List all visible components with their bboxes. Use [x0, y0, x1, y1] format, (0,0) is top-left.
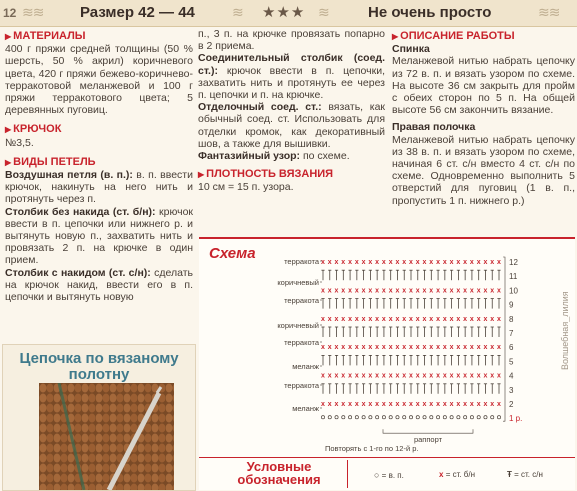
single-crochet-stitch: x [442, 315, 447, 323]
single-crochet-stitch: x [341, 315, 346, 323]
single-crochet-stitch: x [483, 401, 488, 408]
single-crochet-stitch: x [456, 259, 461, 266]
single-crochet-stitch: x [375, 259, 380, 266]
single-crochet-stitch: x [442, 259, 447, 266]
single-crochet-stitch: x [354, 287, 359, 295]
chain-stitch [470, 416, 473, 419]
single-crochet-stitch: x [327, 372, 332, 380]
chain-stitch [477, 416, 480, 419]
repeat-bracket [503, 257, 505, 421]
row-number: 11 [509, 272, 518, 282]
single-crochet-stitch: x [375, 372, 380, 380]
single-crochet-stitch: x [395, 344, 400, 352]
single-crochet-stitch: x [483, 315, 488, 323]
single-crochet-stitch: x [476, 315, 481, 323]
chain-stitch [423, 416, 426, 419]
legend-divider [347, 460, 348, 488]
back-text: Меланжевой нитью набрать цепочку из 72 в. п. и вязать узором по схеме. На высоте 36 см закрыть для пройм с обеих сторон по 5 п. На общей высоте 56 см закончить вязание. [392, 55, 575, 117]
chain-stitch [376, 416, 379, 419]
single-crochet-stitch: x [490, 344, 495, 352]
row-color-label: коричневый [277, 278, 319, 287]
single-crochet-stitch: x [348, 315, 352, 323]
single-crochet-stitch: x [436, 315, 440, 323]
single-crochet-stitch: x [375, 287, 380, 295]
single-crochet-stitch: x [381, 259, 386, 266]
single-crochet-stitch: x [463, 259, 468, 266]
left-column [5, 28, 193, 303]
photo-title: Цепочка по вязаному полотну [19, 350, 179, 383]
single-crochet-stitch: x [381, 344, 386, 352]
single-crochet-stitch: x [469, 287, 474, 295]
single-crochet-stitch: x [497, 401, 501, 408]
single-crochet-stitch: x [483, 372, 488, 380]
density-text: 10 см = 15 п. узора. [198, 181, 294, 194]
single-crochet-stitch: x [476, 401, 481, 408]
single-crochet-stitch: x [368, 401, 373, 408]
single-crochet-stitch: x [409, 259, 413, 266]
single-crochet-stitch: x [361, 259, 366, 266]
single-crochet-stitch: x [368, 259, 373, 266]
single-crochet-stitch: x [348, 344, 352, 352]
row-number: 3 [509, 385, 514, 395]
chain-stitch [369, 416, 372, 419]
zigzag-decoration: ≋ [318, 4, 329, 20]
row-color-label: меланж [292, 362, 319, 371]
single-crochet-stitch: x [436, 344, 440, 352]
single-crochet-stitch: x [348, 401, 352, 408]
single-crochet-stitch: x [456, 315, 461, 323]
single-crochet-stitch: x [469, 372, 474, 380]
stitch-chain: Воздушная петля (в. п.): в. п. ввести крючок, накинуть на него нить и протянуть через п. [5, 169, 193, 206]
single-crochet-stitch: x [429, 259, 434, 266]
single-crochet-stitch: x [456, 401, 461, 408]
photo-box [2, 344, 196, 491]
chain-stitch [396, 416, 399, 419]
stitch-fancy: Фантазийный узор: по схеме. [198, 150, 350, 163]
single-crochet-stitch: x [321, 372, 325, 380]
single-crochet-stitch: x [442, 401, 447, 408]
middle-column [198, 28, 385, 194]
single-crochet-stitch: x [334, 344, 339, 352]
single-crochet-stitch: x [402, 259, 407, 266]
front-text: Меланжевой нитью набрать цепочку из 38 в. п. и вязать узором по схеме, начиная 6 ст. с/н вместо 4 ст. с/н по схеме. Одновременно выполнить 5 отверстий для пуговиц (1 в. п., пропустить 1 п. нижнего р.) [392, 133, 575, 207]
single-crochet-stitch: x [361, 287, 366, 295]
single-crochet-stitch: x [483, 344, 488, 352]
row-number: 8 [509, 314, 514, 324]
materials-text: 400 г пряжи средней толщины (50 % шерсть, 50 % акрил) коричневого цвета, 420 г пряжи бежево-коричнево-терракотовой меланжевой и 100 г пряжи терракотового цвета; 5 деревянных пуговиц. [5, 43, 193, 117]
chain-stitch [403, 416, 406, 419]
single-crochet-stitch: x [497, 344, 501, 352]
single-crochet-stitch: x [422, 315, 427, 323]
cross-symbol-icon: x [439, 470, 444, 479]
zigzag-decoration: ≋≋ [22, 4, 44, 20]
single-crochet-stitch: x [334, 401, 339, 408]
row-number: 4 [509, 371, 514, 381]
crochet-chart [199, 237, 575, 457]
chain-stitch [328, 416, 331, 419]
single-crochet-stitch: x [327, 401, 332, 408]
row-number: 1 р. [509, 414, 523, 424]
rapport-label: раппорт [413, 435, 443, 445]
page-header [0, 0, 577, 27]
chain-stitch [450, 416, 453, 419]
row-color-label: терракота [284, 338, 319, 347]
chain-stitch [382, 416, 385, 419]
row-number: 5 [509, 357, 514, 367]
single-crochet-stitch: x [388, 344, 393, 352]
front-title: Правая полочка [392, 121, 476, 134]
back-title: Спинка [392, 43, 430, 56]
single-crochet-stitch: x [449, 315, 454, 323]
single-crochet-stitch: x [375, 401, 380, 408]
single-crochet-stitch: x [469, 401, 474, 408]
t-symbol-icon: Ŧ [507, 470, 512, 479]
single-crochet-stitch: x [483, 259, 488, 266]
single-crochet-stitch: x [321, 315, 325, 323]
knit-texture-image [39, 383, 174, 490]
single-crochet-stitch: x [490, 287, 495, 295]
single-crochet-stitch: x [381, 401, 386, 408]
single-crochet-stitch: x [361, 401, 366, 408]
single-crochet-stitch: x [497, 315, 501, 323]
single-crochet-stitch: x [490, 401, 495, 408]
hook-heading: ▶ КРЮЧОК [5, 123, 62, 136]
single-crochet-stitch: x [429, 344, 434, 352]
single-crochet-stitch: x [321, 344, 325, 352]
zigzag-decoration: ≋≋ [538, 4, 560, 20]
single-crochet-stitch: x [429, 372, 434, 380]
single-crochet-stitch: x [409, 315, 413, 323]
chain-stitch [409, 416, 412, 419]
single-crochet-stitch: x [388, 315, 393, 323]
row-color-label: коричневый [277, 321, 319, 330]
density-heading: ▶ ПЛОТНОСТЬ ВЯЗАНИЯ [198, 168, 334, 181]
single-crochet-stitch: x [456, 372, 461, 380]
single-crochet-stitch: x [381, 372, 386, 380]
single-crochet-stitch: x [402, 372, 407, 380]
single-crochet-stitch: x [497, 372, 501, 380]
single-crochet-stitch: x [361, 344, 366, 352]
knitting-photo [39, 383, 174, 490]
single-crochet-stitch: x [334, 315, 339, 323]
stitch-double-crochet: Столбик с накидом (ст. с/н): сделать на крючок накид, ввести его в п. цепочки и вытянуть новую [5, 266, 193, 304]
single-crochet-stitch: x [456, 287, 461, 295]
single-crochet-stitch: x [422, 259, 427, 266]
single-crochet-stitch: x [361, 372, 366, 380]
chain-stitch [484, 416, 487, 419]
chain-stitch [491, 416, 494, 419]
single-crochet-stitch: x [415, 287, 420, 295]
chain-stitch [335, 416, 338, 419]
single-crochet-stitch: x [388, 259, 393, 266]
single-crochet-stitch: x [469, 315, 474, 323]
single-crochet-stitch: x [375, 315, 380, 323]
single-crochet-stitch: x [402, 287, 407, 295]
single-crochet-stitch: x [476, 287, 481, 295]
single-crochet-stitch: x [409, 401, 413, 408]
single-crochet-stitch: x [395, 259, 400, 266]
chain-stitch [457, 416, 460, 419]
stitch-slip: Соединительный столбик (соед. ст.): крючок ввести в п. цепочки, захватить нить и протянуть ее через п. цепочки и п. на крючке. [198, 52, 386, 102]
row-color-label: меланж [292, 404, 319, 413]
single-crochet-stitch: x [368, 344, 373, 352]
row-number: 10 [509, 286, 518, 296]
row-number: 7 [509, 329, 514, 338]
single-crochet-stitch: x [415, 315, 420, 323]
legend-title: Условные обозначения [237, 459, 321, 487]
single-crochet-stitch: x [463, 344, 468, 352]
chain-stitch [443, 416, 446, 419]
single-crochet-stitch: x [368, 315, 373, 323]
single-crochet-stitch: x [422, 401, 427, 408]
single-crochet-stitch: x [409, 372, 413, 380]
single-crochet-stitch: x [321, 401, 325, 408]
row-number: 2 [509, 400, 514, 409]
single-crochet-stitch: x [442, 287, 447, 295]
single-crochet-stitch: x [409, 344, 413, 352]
single-crochet-stitch: x [442, 372, 447, 380]
page-number: 12 [3, 6, 17, 20]
chain-stitch [497, 416, 500, 419]
stitch-finishing: Отделочный соед. ст.: вязать, как обычный соед. ст. Использовать для отделки кромок, как декоративный шов, а также для вышивки. [198, 101, 385, 150]
repeat-text: Повторять с 1-го по 12-й р. [325, 444, 419, 454]
single-crochet-stitch: x [361, 315, 366, 323]
chain-stitch [362, 416, 365, 419]
size-label: Размер 42 — 44 [80, 4, 195, 21]
legend-double-crochet: Ŧ = ст. с/н [507, 470, 543, 479]
chain-stitch [342, 416, 345, 419]
single-crochet-stitch: x [368, 287, 373, 295]
single-crochet-stitch: x [348, 259, 352, 266]
single-crochet-stitch: x [381, 287, 386, 295]
single-crochet-stitch: x [436, 287, 440, 295]
single-crochet-stitch: x [483, 287, 488, 295]
single-crochet-stitch: x [422, 372, 427, 380]
row-number: 12 [509, 258, 518, 267]
single-crochet-stitch: x [327, 344, 332, 352]
chain-stitch [389, 416, 392, 419]
single-crochet-stitch: x [442, 344, 447, 352]
single-crochet-stitch: x [375, 344, 380, 352]
chart-title: Схема [209, 245, 256, 262]
single-crochet-stitch: x [490, 259, 495, 266]
single-crochet-stitch: x [463, 315, 468, 323]
right-column [392, 28, 575, 207]
single-crochet-stitch: x [388, 401, 393, 408]
single-crochet-stitch: x [476, 344, 481, 352]
chain-stitch [464, 416, 467, 419]
single-crochet-stitch: x [388, 287, 393, 295]
single-crochet-stitch: x [449, 344, 454, 352]
materials-heading: ▶ МАТЕРИАЛЫ [5, 30, 86, 42]
chain-stitch [348, 416, 351, 419]
single-crochet-stitch: x [348, 372, 352, 380]
single-crochet-stitch: x [476, 259, 481, 266]
chain-stitch [436, 416, 439, 419]
single-crochet-stitch: x [341, 344, 346, 352]
row-color-label: терракота [284, 381, 319, 390]
chain-stitch [321, 416, 324, 419]
single-crochet-stitch: x [327, 287, 332, 295]
description-heading: ▶ ОПИСАНИЕ РАБОТЫ [392, 30, 515, 42]
single-crochet-stitch: x [436, 259, 440, 266]
stitch-single-crochet: Столбик без накида (ст. б/н): крючок ввести в п. цепочки или нижнего р. и вытянуть новую п., захватить нить и провязать 2 п. на крючке в один прием. [5, 205, 193, 267]
watermark: Волшебная_лилия [560, 291, 570, 370]
chain-stitch [416, 416, 419, 419]
single-crochet-stitch: x [395, 401, 400, 408]
single-crochet-stitch: x [429, 401, 434, 408]
single-crochet-stitch: x [354, 315, 359, 323]
single-crochet-stitch: x [402, 401, 407, 408]
stitch-double-crochet-cont: п., 3 п. на крючке провязать попарно в 2 приема. [198, 28, 385, 53]
single-crochet-stitch: x [449, 259, 454, 266]
single-crochet-stitch: x [415, 259, 420, 266]
single-crochet-stitch: x [476, 372, 481, 380]
single-crochet-stitch: x [334, 372, 339, 380]
chain-symbol-icon: ○ [374, 470, 380, 480]
single-crochet-stitch: x [409, 287, 413, 295]
single-crochet-stitch: x [321, 259, 325, 266]
difficulty-stars: ★★★ [262, 4, 306, 21]
single-crochet-stitch: x [395, 287, 400, 295]
single-crochet-stitch: x [449, 287, 454, 295]
single-crochet-stitch: x [422, 344, 427, 352]
single-crochet-stitch: x [463, 287, 468, 295]
single-crochet-stitch: x [395, 315, 400, 323]
single-crochet-stitch: x [463, 401, 468, 408]
legend [199, 457, 575, 490]
single-crochet-stitch: x [429, 315, 434, 323]
legend-chain: ○ = в. п. [374, 470, 404, 480]
single-crochet-stitch: x [449, 401, 454, 408]
single-crochet-stitch: x [348, 287, 352, 295]
single-crochet-stitch: x [381, 315, 386, 323]
single-crochet-stitch: x [490, 315, 495, 323]
row-color-label: терракота [284, 296, 319, 305]
single-crochet-stitch: x [334, 287, 339, 295]
single-crochet-stitch: x [341, 372, 346, 380]
row-color-label: терракота [284, 257, 319, 266]
hook-text: №3,5. [5, 136, 34, 149]
single-crochet-stitch: x [334, 259, 339, 266]
row-number: 9 [509, 300, 514, 310]
rapport-bracket [383, 429, 473, 433]
single-crochet-stitch: x [402, 344, 407, 352]
single-crochet-stitch: x [341, 259, 346, 266]
single-crochet-stitch: x [490, 372, 495, 380]
row-number: 6 [509, 343, 514, 353]
single-crochet-stitch: x [341, 401, 346, 408]
chart-diagram [199, 239, 575, 455]
single-crochet-stitch: x [449, 372, 454, 380]
single-crochet-stitch: x [327, 259, 332, 266]
single-crochet-stitch: x [354, 259, 359, 266]
single-crochet-stitch: x [368, 372, 373, 380]
single-crochet-stitch: x [354, 401, 359, 408]
legend-single-crochet: x = ст. б/н [439, 470, 476, 479]
single-crochet-stitch: x [415, 344, 420, 352]
single-crochet-stitch: x [341, 287, 346, 295]
single-crochet-stitch: x [469, 259, 474, 266]
single-crochet-stitch: x [436, 401, 440, 408]
single-crochet-stitch: x [415, 401, 420, 408]
single-crochet-stitch: x [388, 372, 393, 380]
single-crochet-stitch: x [321, 287, 325, 295]
single-crochet-stitch: x [429, 287, 434, 295]
single-crochet-stitch: x [402, 315, 407, 323]
stitches-heading: ▶ ВИДЫ ПЕТЕЛЬ [5, 155, 96, 168]
difficulty-label: Не очень просто [368, 4, 492, 21]
single-crochet-stitch: x [395, 372, 400, 380]
single-crochet-stitch: x [415, 372, 420, 380]
chain-stitch [430, 416, 433, 419]
single-crochet-stitch: x [469, 344, 474, 352]
single-crochet-stitch: x [497, 287, 501, 295]
single-crochet-stitch: x [456, 344, 461, 352]
single-crochet-stitch: x [497, 259, 501, 266]
single-crochet-stitch: x [354, 372, 359, 380]
single-crochet-stitch: x [354, 344, 359, 352]
single-crochet-stitch: x [463, 372, 468, 380]
zigzag-decoration: ≋ [232, 4, 243, 20]
chain-stitch [355, 416, 358, 419]
single-crochet-stitch: x [422, 287, 427, 295]
single-crochet-stitch: x [436, 372, 440, 380]
single-crochet-stitch: x [327, 315, 332, 323]
